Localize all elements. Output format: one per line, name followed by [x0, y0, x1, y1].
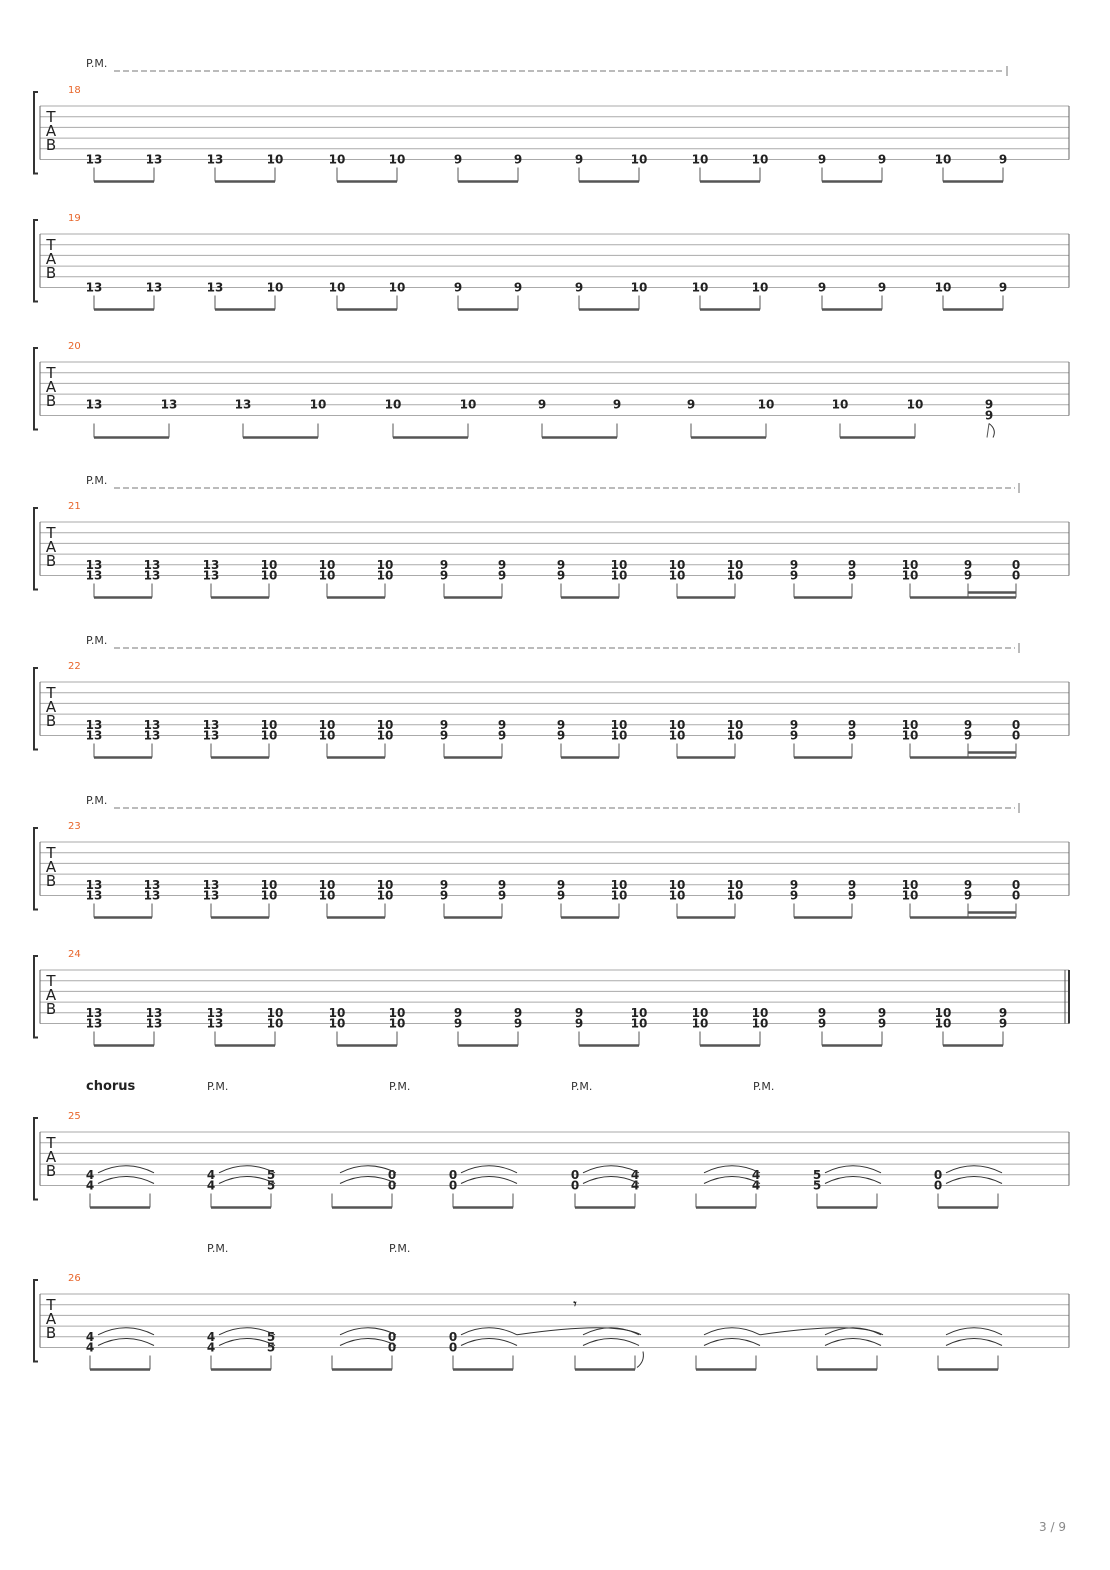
fret-number: 10: [318, 568, 336, 583]
tab-letter: A: [45, 986, 57, 1004]
fret-number: 10: [901, 568, 919, 583]
fret-number: 4: [85, 1167, 95, 1182]
tie: [825, 1339, 881, 1346]
fret-number: 13: [143, 568, 161, 583]
fret-number: 9: [963, 728, 973, 743]
fret-number: 13: [85, 1016, 103, 1031]
fret-number: 10: [318, 877, 336, 892]
fret-number: 13: [85, 397, 103, 412]
note-stem: [987, 424, 989, 438]
fret-number: 10: [668, 568, 686, 583]
fret-number: 9: [998, 1016, 1008, 1031]
palm-mute-label: P.M.: [86, 474, 108, 487]
fret-number: 0: [1011, 557, 1021, 572]
tab-letter: A: [45, 858, 57, 876]
tab-letter: B: [45, 872, 57, 890]
fret-number: 10: [328, 152, 346, 167]
tie: [704, 1328, 760, 1335]
fret-number: 10: [668, 728, 686, 743]
staff-system: [34, 1079, 1069, 1208]
note-flag: [637, 1352, 643, 1368]
fret-number: 9: [439, 717, 449, 732]
fret-number: 10: [266, 1005, 284, 1020]
tab-letter: T: [46, 108, 56, 126]
tab-letter: B: [45, 1000, 57, 1018]
tab-letter: T: [46, 1296, 56, 1314]
staff-system: [34, 949, 1069, 1046]
fret-number: 9: [556, 728, 566, 743]
fret-number: 10: [668, 717, 686, 732]
palm-mute-label: P.M.: [571, 1080, 593, 1093]
fret-number: 9: [847, 717, 857, 732]
fret-number: 9: [789, 568, 799, 583]
fret-number: 10: [901, 717, 919, 732]
fret-number: 10: [901, 877, 919, 892]
tab-letter: A: [45, 538, 57, 556]
tab-letter: A: [45, 698, 57, 716]
fret-number: 9: [817, 280, 827, 295]
fret-number: 10: [260, 888, 278, 903]
fret-number: 9: [497, 728, 507, 743]
fret-number: 9: [574, 1016, 584, 1031]
fret-number: 9: [556, 717, 566, 732]
fret-number: 9: [537, 397, 547, 412]
fret-number: 9: [817, 152, 827, 167]
fret-number: 13: [145, 152, 163, 167]
fret-number: 0: [387, 1340, 397, 1355]
tab-letter: T: [46, 844, 56, 862]
fret-number: 0: [387, 1329, 397, 1344]
staff-bracket: [34, 508, 38, 590]
tab-letter: B: [45, 136, 57, 154]
fret-number: 4: [630, 1178, 640, 1193]
fret-number: 4: [630, 1167, 640, 1182]
fret-number: 13: [143, 717, 161, 732]
fret-number: 9: [497, 568, 507, 583]
fret-number: 10: [726, 728, 744, 743]
bar-number: 22: [68, 661, 81, 672]
fret-number: 13: [202, 557, 220, 572]
fret-number: 4: [85, 1329, 95, 1344]
fret-number: 10: [906, 397, 924, 412]
tie: [461, 1166, 517, 1173]
fret-number: 10: [260, 568, 278, 583]
fret-number: 13: [143, 557, 161, 572]
page-indicator: 3 / 9: [1039, 1520, 1066, 1534]
tab-letter: B: [45, 1162, 57, 1180]
fret-number: 10: [901, 557, 919, 572]
fret-number: 10: [610, 557, 628, 572]
fret-number: 13: [85, 877, 103, 892]
fret-number: 13: [85, 728, 103, 743]
fret-number: 9: [817, 1005, 827, 1020]
tie: [583, 1339, 639, 1346]
fret-number: 10: [751, 1005, 769, 1020]
fret-number: 10: [901, 728, 919, 743]
fret-number: 10: [668, 557, 686, 572]
fret-number: 9: [439, 568, 449, 583]
fret-number: 13: [145, 1016, 163, 1031]
fret-number: 13: [85, 280, 103, 295]
fret-number: 13: [85, 152, 103, 167]
fret-number: 9: [612, 397, 622, 412]
fret-number: 10: [726, 877, 744, 892]
bar-number: 26: [68, 1273, 81, 1284]
palm-mute-label: P.M.: [207, 1080, 229, 1093]
palm-mute-label: P.M.: [389, 1242, 411, 1255]
tab-letter: B: [45, 264, 57, 282]
fret-number: 10: [318, 888, 336, 903]
tab-letter: B: [45, 392, 57, 410]
bar-number: 18: [68, 85, 81, 96]
fret-number: 9: [847, 557, 857, 572]
fret-number: 10: [726, 717, 744, 732]
tie: [946, 1328, 1002, 1335]
staff-system: [34, 474, 1069, 598]
fret-number: 0: [1011, 568, 1021, 583]
fret-number: 10: [751, 1016, 769, 1031]
fret-number: 9: [847, 568, 857, 583]
fret-number: 10: [384, 397, 402, 412]
tab-letter: T: [46, 1134, 56, 1152]
fret-number: 9: [556, 557, 566, 572]
fret-number: 10: [691, 1005, 709, 1020]
fret-number: 10: [630, 280, 648, 295]
fret-number: 0: [1011, 717, 1021, 732]
tie: [98, 1339, 154, 1346]
fret-number: 13: [202, 568, 220, 583]
systems-layer: [34, 57, 1069, 1370]
tab-letter: T: [46, 524, 56, 542]
tie: [946, 1166, 1002, 1173]
fret-number: 9: [963, 717, 973, 732]
fret-number: 9: [998, 1005, 1008, 1020]
palm-mute-label: P.M.: [207, 1242, 229, 1255]
fret-number: 13: [145, 1005, 163, 1020]
fret-number: 9: [963, 568, 973, 583]
fret-number: 9: [513, 1016, 523, 1031]
staff-system: [34, 634, 1069, 758]
staff-system: [34, 794, 1069, 918]
fret-number: 10: [318, 728, 336, 743]
fret-number: 9: [439, 728, 449, 743]
fret-number: 10: [610, 568, 628, 583]
tie: [946, 1339, 1002, 1346]
fret-number: 9: [963, 877, 973, 892]
fret-number: 4: [751, 1167, 761, 1182]
fret-number: 5: [266, 1340, 276, 1355]
fret-number: 13: [143, 728, 161, 743]
fret-number: 13: [160, 397, 178, 412]
tie: [461, 1177, 517, 1184]
fret-number: 4: [85, 1178, 95, 1193]
fret-number: 0: [448, 1340, 458, 1355]
tab-letter: A: [45, 378, 57, 396]
fret-number: 10: [388, 1016, 406, 1031]
tie: [825, 1166, 881, 1173]
fret-number: 10: [376, 888, 394, 903]
fret-number: 9: [963, 557, 973, 572]
fret-number: 10: [934, 1005, 952, 1020]
fret-number: 13: [85, 888, 103, 903]
tab-letter: T: [46, 684, 56, 702]
fret-number: 10: [376, 877, 394, 892]
tab-letter: A: [45, 1310, 57, 1328]
fret-number: 4: [206, 1178, 216, 1193]
fret-number: 9: [556, 877, 566, 892]
fret-number: 9: [984, 397, 994, 412]
staff-system: [34, 57, 1069, 182]
fret-number: 10: [376, 568, 394, 583]
fret-number: 9: [963, 888, 973, 903]
fret-number: 5: [266, 1167, 276, 1182]
fret-number: 10: [318, 557, 336, 572]
fret-number: 10: [630, 1016, 648, 1031]
bar-number: 25: [68, 1111, 81, 1122]
tie: [98, 1166, 154, 1173]
fret-number: 13: [143, 888, 161, 903]
tab-letter: T: [46, 972, 56, 990]
fret-number: 9: [789, 888, 799, 903]
fret-number: 10: [610, 717, 628, 732]
fret-number: 0: [933, 1167, 943, 1182]
fret-number: 9: [789, 728, 799, 743]
fret-number: 10: [691, 152, 709, 167]
staff-bracket: [34, 1118, 38, 1200]
fret-number: 10: [318, 717, 336, 732]
fret-number: 13: [143, 877, 161, 892]
fret-number: 9: [453, 152, 463, 167]
fret-number: 10: [260, 728, 278, 743]
fret-number: 13: [145, 280, 163, 295]
palm-mute-label: P.M.: [86, 57, 108, 70]
tie: [461, 1339, 517, 1346]
tie: [825, 1177, 881, 1184]
tab-letter: B: [45, 552, 57, 570]
fret-number: 9: [984, 408, 994, 423]
fret-number: 13: [85, 557, 103, 572]
fret-number: 9: [789, 877, 799, 892]
fret-number: 9: [453, 1016, 463, 1031]
fret-number: 10: [328, 280, 346, 295]
fret-number: 13: [85, 568, 103, 583]
fret-number: 0: [448, 1167, 458, 1182]
fret-number: 9: [574, 280, 584, 295]
fret-number: 10: [726, 888, 744, 903]
staff-system: [34, 1242, 1069, 1370]
palm-mute-label: P.M.: [753, 1080, 775, 1093]
fret-number: 10: [751, 280, 769, 295]
fret-number: 9: [513, 280, 523, 295]
fret-number: 10: [260, 877, 278, 892]
fret-number: 13: [85, 1005, 103, 1020]
fret-number: 0: [1011, 877, 1021, 892]
staff-system: [34, 213, 1069, 310]
tab-letter: A: [45, 122, 57, 140]
fret-number: 13: [206, 1016, 224, 1031]
fret-number: 5: [266, 1178, 276, 1193]
fret-number: 4: [206, 1167, 216, 1182]
fret-number: 10: [901, 888, 919, 903]
fret-number: 0: [387, 1178, 397, 1193]
tie: [946, 1177, 1002, 1184]
fret-number: 9: [998, 280, 1008, 295]
fret-number: 10: [831, 397, 849, 412]
tab-letter: T: [46, 236, 56, 254]
fret-number: 9: [877, 152, 887, 167]
staff-bracket: [34, 668, 38, 750]
tab-letter: T: [46, 364, 56, 382]
staff-bracket: [34, 92, 38, 174]
fret-number: 10: [726, 557, 744, 572]
fret-number: 10: [376, 717, 394, 732]
fret-number: 10: [266, 1016, 284, 1031]
fret-number: 10: [388, 1005, 406, 1020]
fret-number: 9: [574, 1005, 584, 1020]
fret-number: 9: [817, 1016, 827, 1031]
fret-number: 10: [376, 557, 394, 572]
fret-number: 10: [388, 280, 406, 295]
fret-number: 10: [751, 152, 769, 167]
fret-number: 9: [453, 280, 463, 295]
bar-number: 19: [68, 213, 81, 224]
fret-number: 13: [206, 152, 224, 167]
fret-number: 4: [206, 1340, 216, 1355]
tie: [461, 1328, 517, 1335]
note-flag: [989, 424, 994, 438]
tab-letter: B: [45, 1324, 57, 1342]
fret-number: 13: [85, 717, 103, 732]
fret-number: 0: [387, 1167, 397, 1182]
fret-number: 13: [202, 888, 220, 903]
fret-number: 10: [668, 877, 686, 892]
palm-mute-label: P.M.: [389, 1080, 411, 1093]
tie: [98, 1177, 154, 1184]
fret-number: 4: [751, 1178, 761, 1193]
fret-number: 9: [998, 152, 1008, 167]
fret-number: 13: [206, 280, 224, 295]
fret-number: 9: [497, 888, 507, 903]
fret-number: 5: [266, 1329, 276, 1344]
fret-number: 9: [439, 557, 449, 572]
fret-number: 13: [202, 877, 220, 892]
fret-number: 9: [789, 557, 799, 572]
fret-number: 9: [789, 717, 799, 732]
fret-number: 10: [260, 717, 278, 732]
fret-number: 9: [574, 152, 584, 167]
fret-number: 0: [1011, 888, 1021, 903]
fret-number: 0: [933, 1178, 943, 1193]
tab-letter: A: [45, 250, 57, 268]
fret-number: 9: [513, 1005, 523, 1020]
fret-number: 9: [453, 1005, 463, 1020]
bar-number: 24: [68, 949, 81, 960]
fret-number: 10: [630, 1005, 648, 1020]
fret-number: 9: [497, 557, 507, 572]
staff-bracket: [34, 828, 38, 910]
fret-number: 0: [448, 1178, 458, 1193]
fret-number: 10: [260, 557, 278, 572]
fret-number: 10: [388, 152, 406, 167]
bar-number: 23: [68, 821, 81, 832]
fret-number: 9: [439, 888, 449, 903]
fret-number: 10: [610, 877, 628, 892]
eighth-rest: 𝄾: [573, 1297, 577, 1311]
palm-mute-label: P.M.: [86, 634, 108, 647]
fret-number: 10: [309, 397, 327, 412]
fret-number: 9: [847, 728, 857, 743]
section-label: chorus: [86, 1079, 136, 1094]
fret-number: 10: [630, 152, 648, 167]
fret-number: 10: [757, 397, 775, 412]
tab-letter: B: [45, 712, 57, 730]
fret-number: 10: [459, 397, 477, 412]
staff-bracket: [34, 348, 38, 430]
fret-number: 9: [497, 717, 507, 732]
fret-number: 5: [812, 1167, 822, 1182]
fret-number: 10: [328, 1005, 346, 1020]
fret-number: 0: [448, 1329, 458, 1344]
fret-number: 9: [497, 877, 507, 892]
fret-number: 0: [570, 1178, 580, 1193]
fret-number: 9: [556, 568, 566, 583]
fret-number: 9: [556, 888, 566, 903]
fret-number: 9: [877, 1005, 887, 1020]
fret-number: 4: [85, 1340, 95, 1355]
fret-number: 10: [610, 728, 628, 743]
fret-number: 10: [934, 280, 952, 295]
fret-number: 10: [328, 1016, 346, 1031]
fret-number: 10: [691, 280, 709, 295]
fret-number: 9: [877, 1016, 887, 1031]
fret-number: 10: [266, 280, 284, 295]
tie: [98, 1328, 154, 1335]
fret-number: 10: [934, 1016, 952, 1031]
fret-number: 13: [234, 397, 252, 412]
fret-number: 9: [877, 280, 887, 295]
fret-number: 10: [376, 728, 394, 743]
fret-number: 9: [847, 877, 857, 892]
fret-number: 0: [1011, 728, 1021, 743]
fret-number: 4: [206, 1329, 216, 1344]
tie: [704, 1339, 760, 1346]
palm-mute-label: P.M.: [86, 794, 108, 807]
tab-letter: A: [45, 1148, 57, 1166]
fret-number: 9: [847, 888, 857, 903]
fret-number: 9: [686, 397, 696, 412]
fret-number: 9: [439, 877, 449, 892]
staff-system: [34, 341, 1069, 438]
fret-number: 13: [202, 728, 220, 743]
fret-number: 9: [513, 152, 523, 167]
fret-number: 13: [206, 1005, 224, 1020]
fret-number: 10: [691, 1016, 709, 1031]
fret-number: 5: [812, 1178, 822, 1193]
staff-bracket: [34, 220, 38, 302]
fret-number: 10: [610, 888, 628, 903]
bar-number: 20: [68, 341, 81, 352]
fret-number: 10: [726, 568, 744, 583]
bar-number: 21: [68, 501, 81, 512]
fret-number: 13: [202, 717, 220, 732]
fret-number: 10: [266, 152, 284, 167]
fret-number: 10: [668, 888, 686, 903]
staff-bracket: [34, 956, 38, 1038]
staff-bracket: [34, 1280, 38, 1362]
fret-number: 10: [934, 152, 952, 167]
fret-number: 0: [570, 1167, 580, 1182]
